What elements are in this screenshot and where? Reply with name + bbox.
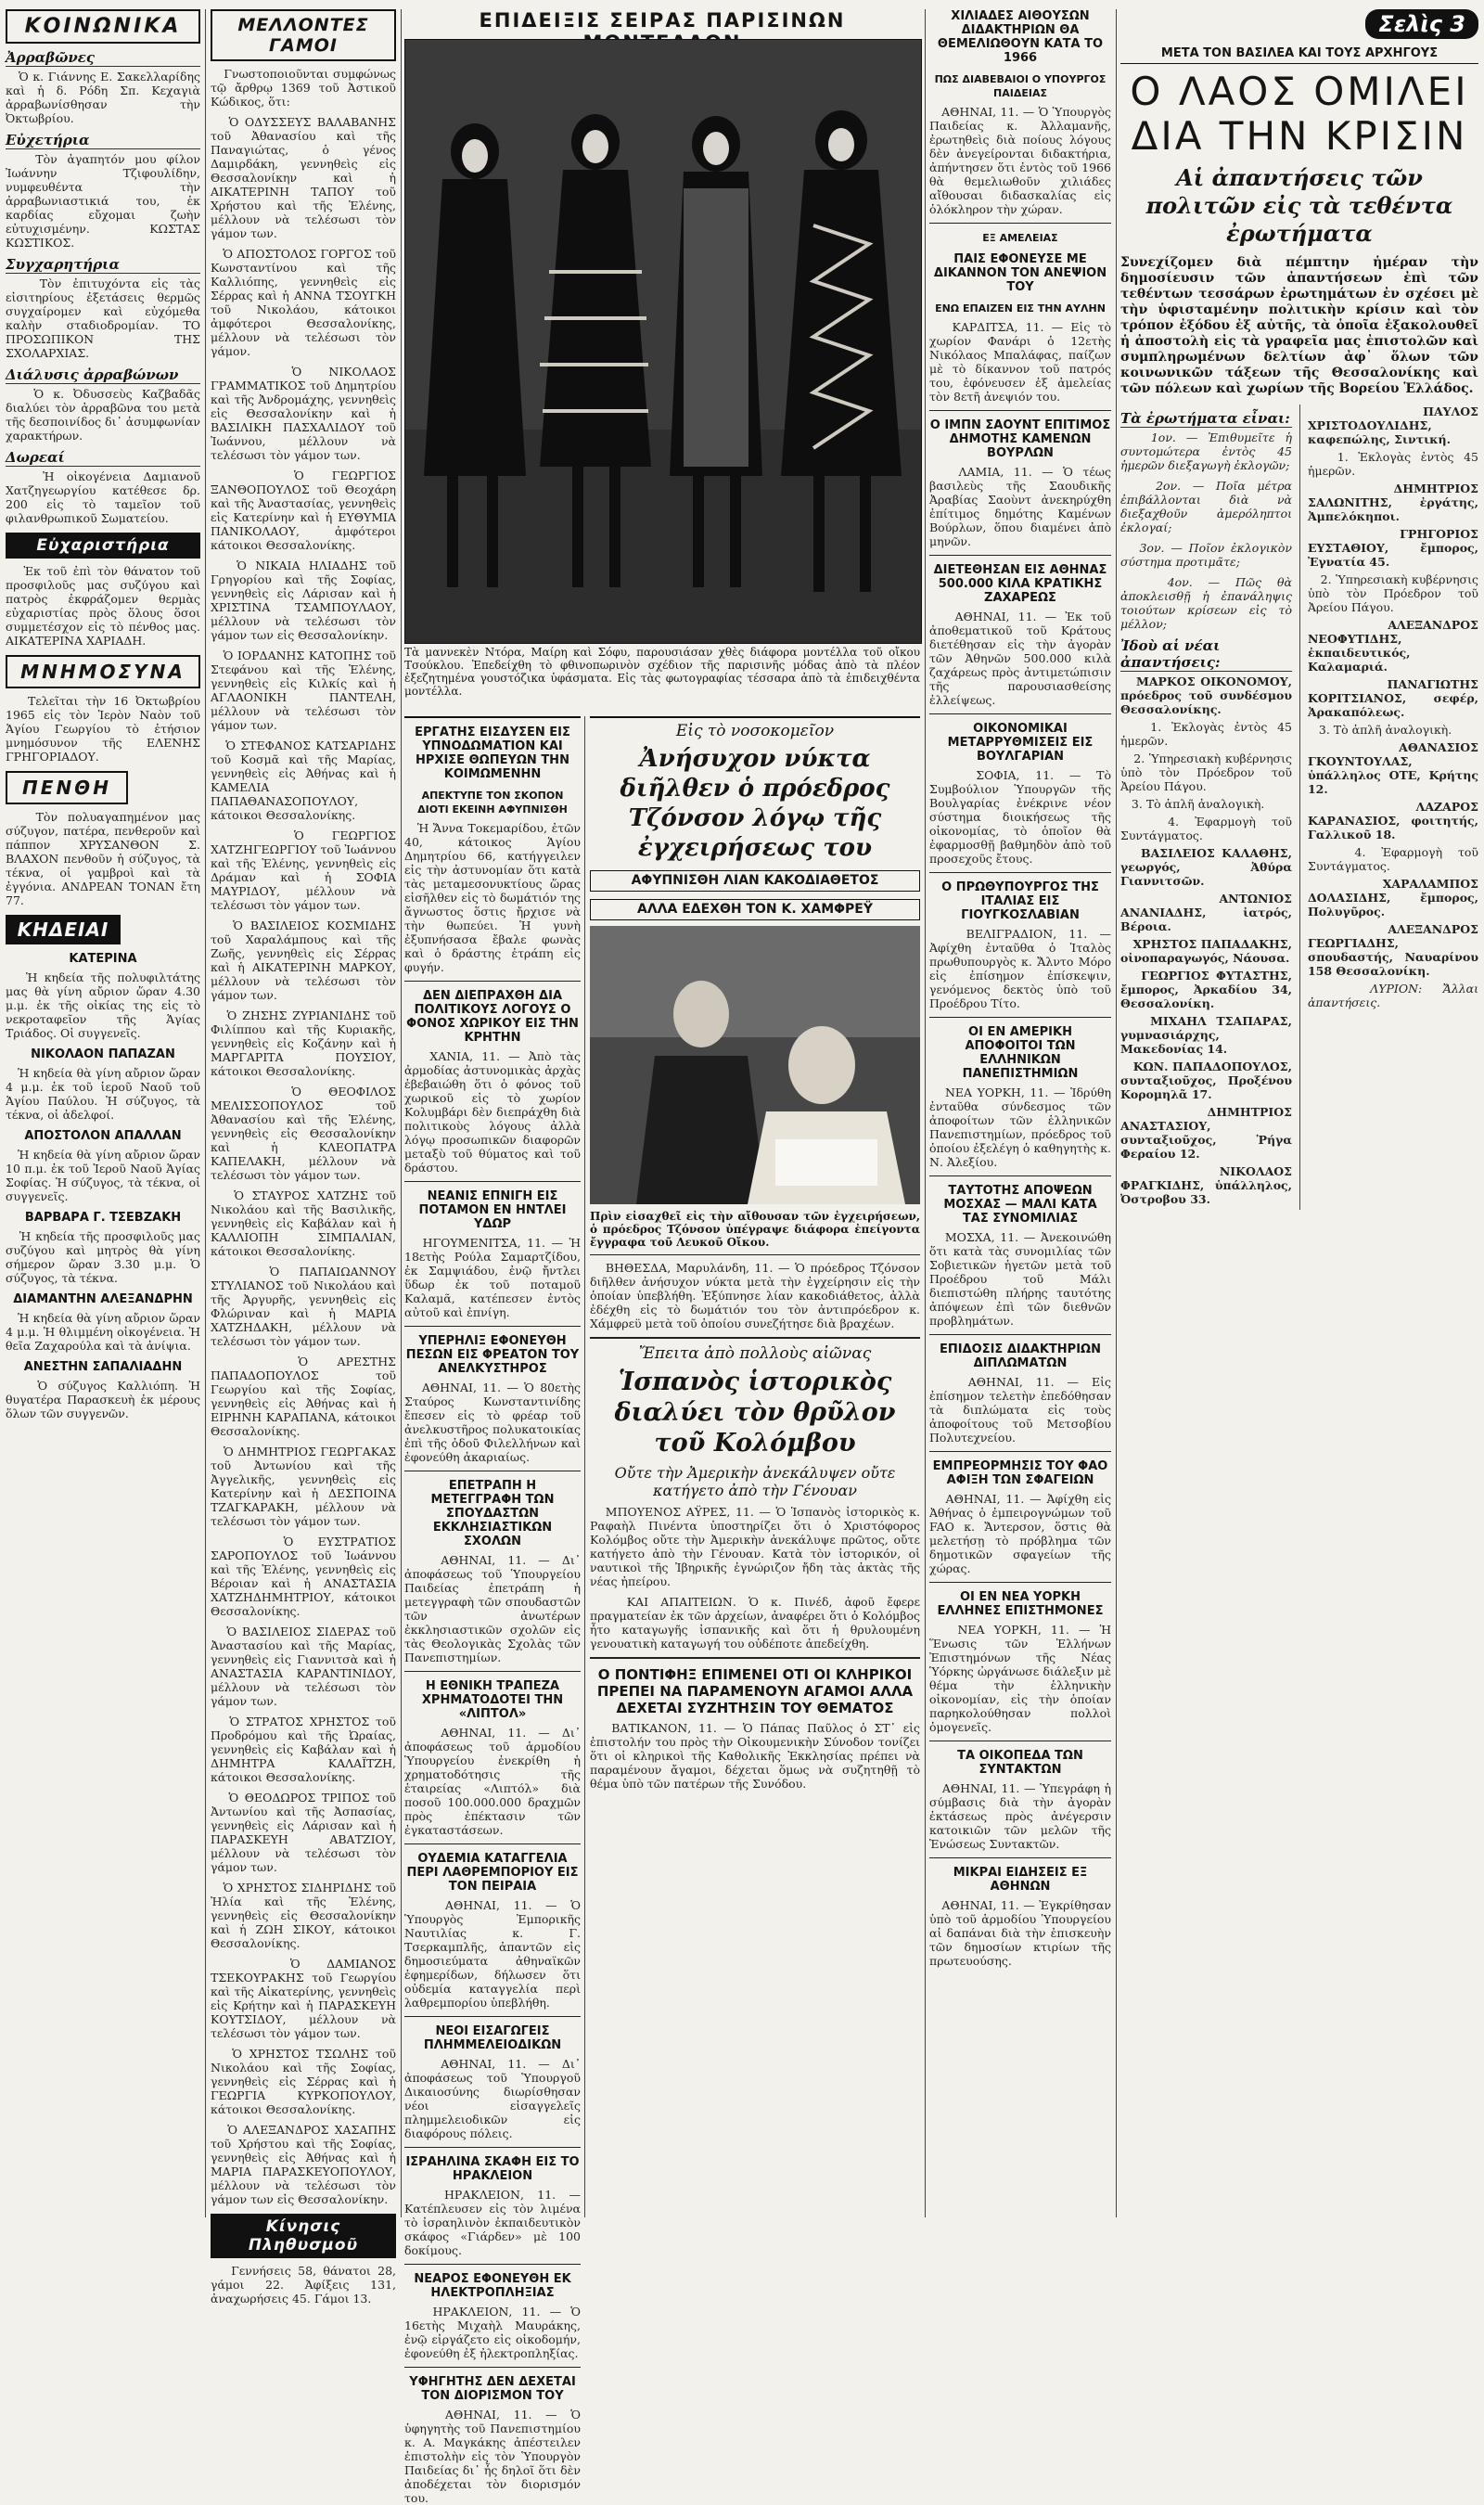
respondent-name: ΠΑΝΑΓΙΩΤΗΣ ΚΟΡΙΤΣΙΑΝΟΣ, σεφέρ, Ἀρακαπόλεως.	[1307, 677, 1478, 719]
divider	[929, 410, 1111, 411]
respondent-name: ΑΘΑΝΑΣΙΟΣ ΓΚΟΥΝΤΟΥΛΑΣ, ὑπάλληλος ΟΤΕ, Κρήτης 12.	[1307, 740, 1478, 796]
questions-heading: Τὰ ἐρωτήματα εἶναι:	[1120, 410, 1292, 428]
question: 3ον. — Ποῖον ἐκλογικὸν σύστημα προτιμᾶτε;	[1120, 541, 1292, 569]
divider	[404, 2016, 581, 2017]
fashion-caption: Τὰ μαννεκὲν Ντόρα, Μαίρη καὶ Σόφυ, παρουσιάσαν χθὲς διάφορα μοντέλλα τοῦ οἴκου Τσούκλου. Ἐπεδείχθη τὸ φθινοπωρινὸν σχέδιον τῆς παρισινῆς μόδας ἀπὸ τὰ πλέον ἐξεζητημένα γουστόζικα ὑφάσματα. Εἰς τὰς φωτογραφίας τέσσαρα ἀπὸ τὰ ἐπιδειχθέντα μοντέλλα.	[404, 646, 920, 698]
page-number-badge: Σελὶς 3	[1365, 9, 1478, 39]
fashion-photo	[404, 39, 922, 644]
answer-line: 1. Ἐκλογὰς ἐντὸς 45 ἡμερῶν.	[1307, 450, 1478, 478]
plots-headline: ΤΑ ΟΙΚΟΠΕΔΑ ΤΩΝ ΣΥΝΤΑΚΤΩΝ	[957, 1749, 1083, 1777]
johnson-text: ΒΗΘΕΣΔΑ, Μαρυλάνδη, 11. — Ὁ πρόεδρος Τζόνσον διῆλθεν ἀνήσυχον νύκτα μετὰ τὴν ἐγχείρησιν εἰς τὴν ὁποίαν ὑπεβλήθη. Ἐξύπνησε λίαν κακοδιάθετος, ἀλλὰ ἐδέχθη εἰς τὸ δωμάτιόν του τὸν ἀντιπρόεδρον κ. Χάμφρεϋ μετὰ τοῦ ὁποίου συνεζήτησε διὰ βραχέων.	[590, 1261, 920, 1330]
divider	[929, 1334, 1111, 1335]
johnson-caption: Πρὶν εἰσαχθεῖ εἰς τὴν αἴθουσαν τῶν ἐγχειρήσεων, ὁ πρόεδρος Τζόνσον ὑπέγραψε διάφορα ἐπείγοντα ἔγγραφα τοῦ Λευκοῦ Οἴκου.	[590, 1210, 920, 1249]
divider	[929, 713, 1111, 714]
sugar-headline: ΔΙΕΤΕΘΗΣΑΝ ΕΙΣ ΑΘΗΝΑΣ 500.000 ΚΙΛΑ ΚΡΑΤΙΚΗΣ ΖΑΧΑΡΕΩΣ	[933, 563, 1107, 605]
funeral3-text: Ἡ κηδεία θὰ γίνη αὔριον ὥραν 10 π.μ. ἐκ τοῦ Ἱεροῦ Ναοῦ Ἁγίας Σοφίας. Ἡ σύζυγος, τὰ τέκνα, οἱ συγγενεῖς.	[6, 1148, 200, 1203]
respondent-name: ΒΑΣΙΛΕΙΟΣ ΚΑΛΑΘΗΣ, γεωργός, Ἀθύρα Γιαννιτσῶν.	[1120, 846, 1292, 888]
bulgaria-text: ΣΟΦΙΑ, 11. — Τὸ Συμβούλιον Ὑπουργῶν τῆς Βουλγαρίας ἐνέκρινε νέον σύστημα διοικήσεως τῆς οἰκονομίας, τὸ ὁποῖον θὰ ἐφαρμοσθῇ βαθμηδὸν ἀπὸ τοῦ προσεχοῦς ἔτους.	[929, 768, 1112, 866]
divider	[929, 1175, 1111, 1176]
wedding-item: Ὁ ΒΑΣΙΛΕΙΟΣ ΚΟΣΜΙΔΗΣ τοῦ Χαραλάμπους καὶ τῆς Ζωῆς, γεννηθεὶς εἰς Σέρρας καὶ ἡ ΑΙΚΑΤΕΡΙΝΗ ΜΑΡΚΟΥ, μέλλουν νὰ τελέσωσι τὸν γάμον των.	[211, 918, 397, 1002]
diplomas-text: ΑΘΗΝΑΙ, 11. — Εἰς ἐπίσημον τελετὴν ἐπεδόθησαν τὰ διπλώματα εἰς τοὺς ἀποφοίτους τοῦ Μετσοβίου Πολυτεχνείου.	[929, 1375, 1111, 1445]
johnson-title: Ἀνήσυχον νύκτα διῆλθεν ὁ πρόεδρος Τζόνσον λόγῳ τῆς ἐγχειρήσεως του	[620, 745, 890, 862]
column-divider	[401, 9, 402, 2217]
mourning-text: Τὸν πολυαγαπημένον μας σύζυγον, πατέρα, πενθεροῦν καὶ πάππον ΧΡΥΣΑΝΘΟΝ Σ. ΒΛΑΧΟΝ πενθοῦν ἡ σύζυγος, τὰ τέκνα, οἱ γαμβροὶ καὶ τὰ ἐγγόνια. ΑΝΔΡΕΑΝ ΤΟΝΑΝ ἔτη 77.	[6, 810, 200, 907]
thanks-text: Ἐκ τοῦ ἐπὶ τὸν θάνατον τοῦ προσφιλοῦς μας συζύγου καὶ πατρὸς ἐκφράζομεν θερμὰς εὐχαριστίας πρὸς ὅλους ὅσοι συμμετέσχον εἰς τὸ πένθος μας. ΑΙΚΑΤΕΡΙΝΑ ΧΑΡΙΑΔΗ.	[6, 564, 200, 648]
smuggling-headline: ΟΥΔΕΜΙΑ ΚΑΤΑΓΓΕΛΙΑ ΠΕΡΙ ΛΑΘΡΕΜΠΟΡΙΟΥ ΕΙΣ ΤΟΝ ΠΕΙΡΑΙΑ	[406, 1852, 579, 1894]
interview-title: Ο ΛΑΟΣ ΟΜΙΛΕΙ ΔΙΑ ΤΗΝ ΚΡΙΣΙΝ	[1130, 69, 1469, 159]
wedding-item: Ὁ ΔΑΜΙΑΝΟΣ ΤΣΕΚΟΥΡΑΚΗΣ τοῦ Γεωργίου καὶ τῆς Αἰκατερίνης, γεννηθεὶς εἰς Κρήτην καὶ ἡ ΠΑΡΑΣΚΕΥΗ ΚΟΥΤΣΙΔΟΥ, μέλλουν νὰ τελέσωσι τὸν γάμον των.	[211, 1957, 396, 2040]
columbus-label: Ἔπειτα ἀπὸ πολλοὺς αἰῶνας	[638, 1344, 872, 1363]
graduates-text: ΝΕΑ ΥΟΡΚΗ, 11. — Ἱδρύθη ἐνταῦθα σύνδεσμος τῶν ἀποφοίτων τῶν ἑλληνικῶν Πανεπιστημίων, πρόεδρος τοῦ ὁποίου ἐξελέγη ὁ καθηγητὴς κ. Ν. Ἀλεξίου.	[929, 1086, 1111, 1169]
respondent-name: ΜΙΧΑΗΛ ΤΣΑΠΑΡΑΣ, γυμνασιάρχης, Μακεδονίας 14.	[1120, 1014, 1292, 1056]
hospital-label: Εἰς τὸ νοσοκομεῖον	[675, 722, 835, 740]
wedding-item: Ὁ ΓΕΩΡΓΙΟΣ ΧΑΤΖΗΓΕΩΡΓΙΟΥ τοῦ Ἰωάννου καὶ τῆς Ἑλένης, γεννηθεὶς εἰς Δράμαν καὶ ἡ ΣΟΦΙΑ ΜΑΥΡΙΔΟΥ, μέλλουν νὰ τελέσωσι τὸν γάμον των.	[211, 829, 397, 912]
weddings-header: ΜΕΛΛΟΝΤΕΣ ΓΑΜΟΙ	[211, 9, 396, 61]
students-headline: ΕΠΕΤΡΑΠΗ Η ΜΕΤΕΓΓΡΑΦΗ ΤΩΝ ΣΠΟΥΔΑΣΤΩΝ ΕΚΚΛΗΣΙΑΣΤΙΚΩΝ ΣΧΟΛΩΝ	[430, 1479, 555, 1548]
wedding-item: Ὁ ΑΠΟΣΤΟΛΟΣ ΓΟΡΓΟΣ τοῦ Κωνσταντίνου καὶ τῆς Καλλιόπης, γεννηθεὶς εἰς Σέρρας καὶ ἡ ΑΝΝΑ ΤΣΟΥΓΚΗ τοῦ Νικολάου, κάτοικοι ἀμφότεροι Θεσσαλονίκης, μέλλουν νὰ τελέσωσι τὸν γάμον.	[211, 247, 396, 358]
divider	[929, 1582, 1111, 1583]
interview-intro: Συνεχίζομεν διὰ πέμπτην ἡμέραν τὴν δημοσίευσιν τῶν ἀπαντήσεων ἐπὶ τῶν τεθέντων τεσσάρων ἐρωτημάτων ἐν σχέσει μὲ τὴν ὑφισταμένην πολιτικὴν κρίσιν καὶ τὸν τρόπον ἐξόδου ἐξ αὐτῆς, τὰ ὁποῖα ἐξακολουθεῖ ἡ ἀποστολὴ εἰς τὰ γραφεῖα μας ἐπιστολῶν καὶ συμπληρωμένων δελτίων ἀφ᾽ ὅλων τῶν κοινωνικῶν τάξεων τῆς Θεσσαλονίκης καὶ τῶν πόλεων καὶ χωρίων τῆς Βορείου Ἑλλάδος.	[1120, 255, 1478, 396]
students-text: ΑΘΗΝΑΙ, 11. — Δι᾽ ἀποφάσεως τοῦ Ὑπουργείου Παιδείας ἐπετράπη ἡ μετεγγραφὴ τῶν σπουδαστῶν τῶν ἀνωτέρων ἐκκλησιαστικῶν σχολῶν εἰς τὰς Θεολογικὰς Σχολὰς τῶν Πανεπιστημίων.	[404, 1553, 582, 1664]
respondent-name: ΔΗΜΗΤΡΙΟΣ ΑΝΑΣΤΑΣΙΟΥ, συνταξιοῦχος, Ῥήγα Φεραίου 12.	[1120, 1105, 1292, 1161]
wedding-item: Ὁ ΠΑΠΑΙΩΑΝΝΟΥ ΣΤΥΛΙΑΝΟΣ τοῦ Νικολάου καὶ τῆς Ἀργυρῆς, γεννηθεὶς εἰς Φλώριναν καὶ ἡ ΜΑΡΙΑ ΧΑΤΖΗΔΑΚΗ, μέλλουν νὰ τελέσωσι τὸν γάμον των.	[211, 1265, 397, 1348]
column-divider	[205, 9, 206, 2217]
congrats-text: Τὸν ἐπιτυχόντα εἰς τὰς εἰσιτηρίους ἐξετάσεις θερμῶς συγχαίρομεν καὶ εὐχόμεθα καλὴν σταδιοδρομίαν. ΤΟ ΠΡΟΣΩΠΙΚΟΝ ΤΗΣ ΣΧΟΛΑΡΧΙΑΣ.	[6, 276, 200, 360]
moscow-headline: ΤΑΥΤΟΤΗΣ ΑΠΟΨΕΩΝ ΜΟΣΧΑΣ — ΜΑΛΙ ΚΑΤΑ ΤΑΣ ΣΥΝΟΜΙΛΙΑΣ	[943, 1184, 1097, 1226]
engagement-text: Ὁ κ. Γιάννης Ε. Σακελλαρίδης καὶ ἡ δ. Ρόδη Σπ. Κεχαγιὰ ἀρραβωνίσθησαν τὴν Ὀκτωβρίου.	[6, 70, 200, 125]
divider	[404, 1671, 581, 1672]
wedding-item: Ὁ ΑΡΕΣΤΗΣ ΠΑΠΑΔΟΠΟΥΛΟΣ τοῦ Γεωργίου καὶ τῆς Σοφίας, γεννηθεὶς εἰς Ἀθήνας καὶ ἡ ΕΙΡΗΝΗ ΚΑΡΑΠΑΝΑ, κάτοικοι Θεσσαλονίκης.	[211, 1355, 396, 1438]
divider	[929, 223, 1111, 224]
funeral4-text: Ἡ κηδεία τῆς προσφιλοῦς μας συζύγου καὶ μητρὸς θὰ γίνη σήμερον ὥραν 3.30 μ.μ. Ὁ σύζυγος, τὰ τέκνα.	[6, 1229, 200, 1285]
funeral3-name: ΑΠΟΣΤΟΛΟΝ ΑΠΑΛΛΑΝ	[24, 1129, 182, 1143]
wedding-item: Ὁ ΓΕΩΡΓΙΟΣ ΞΑΝΘΟΠΟΥΛΟΣ τοῦ Θεοχάρη καὶ τῆς Ἀναστασίας, γεννηθεὶς εἰς Κατερίνην καὶ ἡ ΕΥΘΥΜΙΑ ΠΑΝΙΚΟΛΑΟΥ, ἀμφότεροι κάτοικοι Θεσσαλονίκης.	[211, 469, 397, 552]
funeral6-name: ΑΝΕΣΤΗΝ ΣΑΠΑΛΙΑΔΗΝ	[23, 1360, 183, 1374]
question: 1ον. — Ἐπιθυμεῖτε ἡ συντομώτερα ἐντὸς 45 ἡμερῶν διεξαγωγὴ ἐκλογῶν;	[1120, 430, 1292, 472]
moscow-text: ΜΟΣΧΑ, 11. — Ἀνεκοινώθη ὅτι κατὰ τὰς συνομιλίας τῶν Σοβιετικῶν ἡγετῶν μετὰ τοῦ Προέδρου τοῦ Μάλι διεπιστώθη πλήρης ταυτότης ἀπόψεων ἐπὶ τῶν διεθνῶν προβλημάτων.	[929, 1230, 1111, 1328]
population-header: Κίνησις Πληθυσμοῦ	[211, 2214, 396, 2258]
elevator-text: ΑΘΗΝΑΙ, 11. — Ὁ 80ετὴς Σταύρος Κωνσταντινίδης ἔπεσεν εἰς τὸ φρέαρ τοῦ ἀνελκυστῆρος πολυκατοικίας ἐπὶ τῆς ὁδοῦ Φιλελλήνων καὶ ἐφονεύθη ἀκαριαίως.	[404, 1381, 581, 1464]
divider	[404, 2367, 581, 2368]
drown-text: ΗΓΟΥΜΕΝΙΤΣΑ, 11. — Ἡ 18ετὴς Ρούλα Σαμαρτζίδου, ἐκ Σαμψιάδου, ἐνῷ ἤντλει ὕδωρ ἐκ τοῦ ποταμοῦ Καλαμᾶ, κατέπεσεν ἐντὸς αὐτοῦ καὶ ἐπνίγη.	[404, 1236, 581, 1319]
wishes-text: Τὸν ἀγαπητόν μου φίλον Ἰωάννην Τζιφουλίδην, νυμφευθέντα τὴν ἀρραβωνιαστικιά του, ἐκ καρδίας εὔχομαι ζωὴν εὐτυχισμένην. ΚΩΣΤΑΣ ΚΩΣΤΙΚΟΣ.	[6, 152, 200, 250]
questions-column	[1120, 405, 1292, 1210]
johnson-sub1: ΑΦΥΠΝΙΣΘΗ ΛΙΑΝ ΚΑΚΟΔΙΑΘΕΤΟΣ	[590, 870, 920, 892]
sugar-text: ΑΘΗΝΑΙ, 11. — Ἐκ τοῦ ἀποθεματικοῦ τοῦ Κράτους διετέθησαν εἰς τὴν ἀγορὰν τῶν Ἀθηνῶν 500.000 κιλὰ ζαχάρεως πρὸς ἀντιμετώπισιν τῆς παρουσιασθείσης ἐλλείψεως.	[929, 610, 1111, 707]
funeral2-name: ΝΙΚΟΛΑΟΝ ΠΑΠΑΖΑΝ	[31, 1047, 175, 1061]
engagement-heading: Ἀρραβῶνες	[6, 49, 200, 67]
scientists-text: ΝΕΑ ΥΟΡΚΗ, 11. — Ἡ Ἕνωσις τῶν Ἑλλήνων Ἐπιστημόνων τῆς Νέας Ὑόρκης ὠργάνωσε διάλεξιν μὲ θέμα τὴν ἑλληνικὴν οἰκονομίαν, εἰς τὴν ὁποίαν παρηκολούθησαν πολλοὶ ὁμογενεῖς.	[929, 1623, 1112, 1734]
respondent-block	[1120, 674, 1292, 1206]
johnson-photo	[590, 926, 920, 1204]
workers-text: Ἡ Ἄννα Τοκεμαρίδου, ἐτῶν 40, κάτοικος Ἁγίου Δημητρίου 66, κατήγγειλεν εἰς τὴν ἀστυνομίαν ὅτι κατὰ τὰς μεταμεσονυκτίους ὥρας εἰσῆλθεν εἰς τὸ δωμάτιόν της ἄγνωστος ὅστις ἤρχισε νὰ τὴν θωπεύει. Ἡ γυνὴ ἐξυπνήσασα ἔβαλε φωνὰς καὶ ὁ δράστης ἐτράπη εἰς φυγήν.	[404, 821, 581, 974]
interview-section	[1120, 9, 1478, 2227]
classrooms-headline: ΧΙΛΙΑΔΕΣ ΑΙΘΟΥΣΩΝ ΔΙΔΑΚΤΗΡΙΩΝ ΘΑ ΘΕΜΕΛΙΩΘΟΥΝ ΚΑΤΑ ΤΟ 1966	[937, 9, 1104, 65]
funerals-header: ΚΗΔΕΙΑΙ	[6, 915, 121, 944]
graduates-headline: ΟΙ ΕΝ ΑΜΕΡΙΚΗ ΑΠΟΦΟΙΤΟΙ ΤΩΝ ΕΛΛΗΝΙΚΩΝ ΠΑΝΕΠΙΣΤΗΜΙΩΝ	[962, 1025, 1079, 1081]
divider	[590, 1657, 920, 1659]
answer-line: 4. Ἐφαρμογὴ τοῦ Συντάγματος.	[1307, 845, 1479, 873]
wedding-item: Ὁ ΧΡΗΣΤΟΣ ΣΙΔΗΡΙΔΗΣ τοῦ Ἠλία καὶ τῆς Ἑλένης, γεννηθεὶς εἰς Θεσσαλονίκην καὶ ἡ ΖΩΗ ΣΙΚΟΥ, κάτοικοι Θεσσαλονίκης.	[211, 1881, 396, 1950]
fashion-models-illustration	[405, 40, 921, 643]
lecturer-headline: ΥΦΗΓΗΤΗΣ ΔΕΝ ΔΕΧΕΤΑΙ ΤΟΝ ΔΙΟΡΙΣΜΟΝ ΤΟΥ	[409, 2375, 576, 2403]
fashion-title: ΕΠΙΔΕΙΞΙΣ ΣΕΙΡΑΣ ΠΑΡΙΣΙΝΩΝ	[404, 9, 920, 58]
thanks-header: Εὐχαριστήρια	[6, 533, 200, 559]
weddings-column	[211, 9, 397, 2306]
respondent-name: ΓΡΗΓΟΡΙΟΣ ΕΥΣΤΑΘΙΟΥ, ἔμπορος, Ἐγνατία 45.	[1307, 527, 1478, 569]
memorial-text: Τελεῖται τὴν 16 Ὀκτωβρίου 1965 εἰς τὸν Ἱερὸν Ναὸν τοῦ Ἁγίου Γεωργίου τὸ ἐτήσιον μνημόσυνον τῆς ΕΛΕΝΗΣ ΓΡΗΓΟΡΙΑΔΟΥ.	[6, 694, 201, 764]
wedding-item: Ὁ ΧΡΗΣΤΟΣ ΤΣΩΛΗΣ τοῦ Νικολάου καὶ τῆς Σοφίας, γεννηθεὶς εἰς Σέρρας καὶ ἡ ΓΕΩΡΓΙΑ ΚΥΡΚΟΠΟΥΛΟΥ, κάτοικοι Θεσσαλονίκης.	[211, 2047, 396, 2116]
funeral1-text: Ἡ κηδεία τῆς πολυφιλτάτης μας θὰ γίνη αὔριον ὥραν 4.30 μ.μ. ἐκ τῆς οἰκίας της εἰς τὸ νεκροταφεῖον τῆς Ἁγίας Τριάδος. Οἱ συγγενεῖς.	[6, 970, 200, 1040]
prosecutors-headline: ΝΕΟΙ ΕΙΣΑΓΩΓΕΙΣ ΠΛΗΜΜΕΛΕΙΟΔΙΚΩΝ	[423, 2024, 562, 2052]
respondent-name: ΧΡΗΣΤΟΣ ΠΑΠΑΔΑΚΗΣ, οἰνοπαραγωγός, Νάουσα.	[1120, 937, 1292, 965]
brief-news-text: ΑΘΗΝΑΙ, 11. — Ἐγκρίθησαν ὑπὸ τοῦ ἁρμοδίου Ὑπουργείου αἱ δαπάναι διὰ τὴν ἐπισκευὴν τῶν δημοσίων κτιρίων τῆς πρωτευούσης.	[929, 1898, 1111, 1968]
electric-text: ΗΡΑΚΛΕΙΟΝ, 11. — Ὁ 16ετὴς Μιχαὴλ Μαυράκης, ἐνῷ εἰργάζετο εἰς οἰκοδομήν, ἐφονεύθη ἐξ ἠλεκτροπληξίας.	[404, 2305, 582, 2360]
respondent-name: ΓΕΩΡΓΙΟΣ ΦΥΤΑΣΤΗΣ, ἔμπορος, Ἀρκαδίου 34, Θεσσαλονίκη.	[1120, 969, 1292, 1010]
answers-heading: Ἰδοὺ αἱ νέαι ἀπαντήσεις:	[1120, 637, 1292, 672]
negligence-label: ΕΞ ΑΜΕΛΕΙΑΣ	[982, 232, 1058, 244]
columbus-text-2: ΚΑΙ ΑΠΑΙΤΕΙΩΝ. Ὁ κ. Πινέδ, ἀφοῦ ἔφερε πραγματείαν ἐκ τῶν ἀρχείων, ἀναφέρει ὅτι ὁ Κολόμβος ἦτο καταγωγῆς ἰσπανικῆς καὶ ὅτι ἡ θρυλουμένη γενουατικὴ καταγωγή του οὐδέποτε ἀπεδείχθη.	[590, 1595, 920, 1651]
plots-text: ΑΘΗΝΑΙ, 11. — Ὑπεγράφη ἡ σύμβασις διὰ τὴν ἀγορὰν ἐκτάσεως πρὸς ἀνέγερσιν κατοικιῶν τῶν μελῶν τῆς Ἑνώσεως Συντακτῶν.	[929, 1781, 1112, 1851]
breakup-heading: Διάλυσις ἀρραβώνων	[6, 366, 200, 384]
workers-subheadline: ΑΠΕΚΤΥΠΕ ΤΟΝ ΣΚΟΠΟΝ ΔΙΟΤΙ ΕΚΕΙΝΗ ΑΦΥΠΝΙΣΘΗ	[417, 790, 568, 816]
interview-divider	[1299, 405, 1300, 1210]
respondent-name: ΝΙΚΟΛΑΟΣ ΦΡΑΓΚΙΔΗΣ, ὑπάλληλος, Ὀστροβου 33.	[1120, 1164, 1292, 1206]
wishes-heading: Εὐχετήρια	[6, 132, 200, 149]
johnson-sub2: ΑΛΛΑ ΕΔΕΧΘΗ ΤΟΝ Κ. ΧΑΜΦΡΕΫ	[590, 899, 920, 920]
funeral6-text: Ὁ σύζυγος Καλλιόπη. Ἡ θυγατέρα Παρασκευὴ ἐκ μέρους ὅλων τῶν συγγενῶν.	[6, 1379, 200, 1420]
wedding-item: Ὁ ΘΕΟΦΙΛΟΣ ΜΕΛΙΣΣΟΠΟΥΛΟΣ τοῦ Ἀθανασίου καὶ τῆς Ἑλένης, γεννηθεὶς εἰς Θεσσαλονίκην καὶ ἡ ΚΛΕΟΠΑΤΡΑ ΚΑΠΕΛΑΚΗ, μέλλουν νὰ τελέσωσι τὸν γάμον των.	[211, 1085, 396, 1182]
wedding-item: Ὁ ΙΟΡΔΑΝΗΣ ΚΑΤΟΠΗΣ τοῦ Στεφάνου καὶ τῆς Ἑλένης, γεννηθεὶς εἰς Κιλκίς καὶ ἡ ΑΓΛΑΟΝΙΚΗ ΠΑΝΤΕΛΗ, μέλλουν νὰ τελέσωσι τὸν γάμον των.	[211, 649, 397, 732]
fao-text: ΑΘΗΝΑΙ, 11. — Ἀφίχθη εἰς Ἀθήνας ὁ ἐμπειρογνώμων τοῦ FAO κ. Ἄντερσον, ὅστις θὰ μελετήσῃ τὸ πρόβλημα τῶν δημοτικῶν σφαγείων τῆς χώρας.	[929, 1492, 1112, 1575]
funeral1-name: ΚΑΤΕΡΙΝΑ	[69, 952, 137, 966]
weddings-intro: Γνωστοποιοῦνται συμφώνως τῷ ἄρθρῳ 1369 τοῦ Ἀστικοῦ Κώδικος, ὅτι:	[211, 67, 397, 109]
smuggling-text: ΑΘΗΝΑΙ, 11. — Ὁ Ὑπουργὸς Ἐμπορικῆς Ναυτιλίας κ. Γ. Τσερκαμπλῆς, ἀπαντῶν εἰς δημοσιεύματα ἀθηναϊκῶν ἐφημερίδων, δήλωσεν ὅτι οὐδεμία καταγγελία περὶ λαθρεμπορίου ὑπεβλήθη.	[404, 1898, 582, 2010]
crime-text: ΧΑΝΙΑ, 11. — Ἀπὸ τὰς ἀρμοδίας ἀστυνομικὰς ἀρχὰς ἐβεβαιώθη ὅτι ὁ φόνος τοῦ χωρικοῦ εἰς τὸ χωρίον Κολυμβάρι δὲν διεπράχθη διὰ πολιτικοὺς λόγους ἀλλὰ λόγῳ προσωπικῶν διαφορῶν μεταξὺ τοῦ θύματος καὶ τοῦ δράστου.	[404, 1049, 581, 1175]
answer-line: 2. Ὑπηρεσιακὴ κυβέρνησις ὑπὸ τὸν Πρόεδρον τοῦ Ἀρείου Πάγου.	[1307, 572, 1478, 614]
respondent-name: ΜΑΡΚΟΣ ΟΙΚΟΝΟΜΟΥ, πρόεδρος τοῦ συνδέσμου Θεσσαλονίκης.	[1120, 674, 1292, 716]
divider	[929, 1451, 1111, 1452]
answer-line: 1. Ἐκλογὰς ἐντὸς 45 ἡμερῶν.	[1120, 720, 1293, 748]
pope-text: ΒΑΤΙΚΑΝΟΝ, 11. — Ὁ Πάπας Παῦλος ὁ ΣΤ᾽ εἰς ἐπιστολήν του πρὸς τὴν Οἰκουμενικὴν Σύνοδον τονίζει ὅτι οἱ κληρικοὶ τῆς Καθολικῆς Ἐκκλησίας πρέπει νὰ παραμένουν ἄγαμοι, δέχεται ὅμως νὰ συζητηθῇ τὸ θέμα ὑπὸ τῶν πατέρων τῆς Συνόδου.	[590, 1721, 921, 1791]
divider	[929, 1857, 1111, 1858]
lecturer-text: ΑΘΗΝΑΙ, 11. — Ὁ ὑφηγητὴς τοῦ Πανεπιστημίου κ. Α. Μαγκάκης ἀπέστειλεν ἐπιστολὴν εἰς τὸν Ὑπουργὸν Παιδείας δι᾽ ἧς δηλοῖ ὅτι δὲν ἀποδέχεται τὸν διορισμόν του.	[404, 2408, 582, 2505]
wedding-item: Ὁ ΣΤΑΥΡΟΣ ΧΑΤΖΗΣ τοῦ Νικολάου καὶ τῆς Βασιλικῆς, γεννηθεὶς εἰς Καβάλαν καὶ ἡ ΚΑΛΛΙΟΠΗ ΣΙΜΠΑΛΙΑΝ, κάτοικοι Θεσσαλονίκης.	[211, 1188, 397, 1258]
shotgun-subheadline: ΕΝΩ ΕΠΑΙΖΕΝ ΕΙΣ ΤΗΝ ΑΥΛΗΝ	[935, 302, 1106, 315]
interview-footer: ΛΥΡΙΟΝ: Ἄλλαι ἀπαντήσεις.	[1307, 982, 1479, 1009]
divider	[404, 2147, 581, 2148]
boat-text: ΗΡΑΚΛΕΙΟΝ, 11. — Κατέπλευσεν εἰς τὸν λιμένα τὸ ἰσραηλινὸν ἐκπαιδευτικὸν σκάφος «Γιάρδεν» μὲ 100 δοκίμους.	[404, 2188, 581, 2257]
shotgun-text: ΚΑΡΔΙΤΣΑ, 11. — Εἰς τὸ χωρίον Φανάρι ὁ 12ετὴς Νικόλαος Μπαλάφας, παίζων μὲ τὸ δίκαννον τοῦ πατρός του, ἐφόνευσεν ἐξ ἀμελείας τὸν 8ετῆ ἀνεψιόν του.	[929, 320, 1111, 404]
boat-headline: ΙΣΡΑΗΛΙΝΑ ΣΚΑΦΗ ΕΙΣ ΤΟ ΗΡΑΚΛΕΙΟΝ	[405, 2155, 580, 2183]
brief-news-headline: ΜΙΚΡΑΙ ΕΙΔΗΣΕΙΣ ΕΞ ΑΘΗΝΩΝ	[953, 1866, 1088, 1894]
wedding-item: Ὁ ΖΗΣΗΣ ΖΥΡΙΑΝΙΔΗΣ τοῦ Φιλίππου καὶ τῆς Κυριακῆς, γεννηθεὶς εἰς Κοζάνην καὶ ἡ ΜΑΡΓΑΡΙΤΑ ΠΟΥΣΙΟΥ, κάτοικοι Θεσσαλονίκης.	[211, 1008, 396, 1078]
shotgun-headline: ΠΑΙΣ ΕΦΟΝΕΥΣΕ ΜΕ ΔΙΚΑΝΝΟΝ ΤΟΝ ΑΝΕΨΙΟΝ ΤΟΥ	[933, 252, 1107, 294]
divider	[929, 872, 1111, 873]
divider	[929, 1017, 1111, 1018]
respondent-name: ΔΗΜΗΤΡΙΟΣ ΣΑΛΩΝΙΤΗΣ, ἐργάτης, Ἀμπελόκηποι.	[1307, 482, 1478, 523]
mourning-header: ΠΕΝΘΗ	[6, 771, 128, 804]
respondents-column	[1308, 405, 1478, 1210]
wedding-item: Ὁ ΣΤΕΦΑΝΟΣ ΚΑΤΣΑΡΙΔΗΣ τοῦ Κοσμᾶ καὶ τῆς Μαρίας, γεννηθεὶς εἰς Ἀθήνας καὶ ἡ ΚΑΜΕΛΙΑ ΠΑΠΑΘΑΝΑΣΟΠΟΥΛΟΥ, κάτοικοι Θεσσαλονίκης.	[211, 739, 396, 822]
bulgaria-headline: ΟΙΚΟΝΟΜΙΚΑΙ ΜΕΤΑΡΡΥΘΜΙΣΕΙΣ ΕΙΣ ΒΟΥΛΓΑΡΙΑΝ	[947, 722, 1094, 764]
column-divider	[925, 9, 926, 2217]
population-text: Γεννήσεις 58, θάνατοι 28, γάμοι 22. Ἀφίξεις 131, ἀναχωρήσεις 45. Γάμοι 13.	[211, 2264, 396, 2306]
respondent-name: ΑΝΤΩΝΙΟΣ ΑΝΑΝΙΑΔΗΣ, ἰατρός, Βέροια.	[1120, 892, 1292, 933]
answer-line: 2. Ὑπηρεσιακὴ κυβέρνησις ὑπὸ τὸν Πρόεδρον τοῦ Ἀρείου Πάγου.	[1120, 752, 1292, 793]
prosecutors-text: ΑΘΗΝΑΙ, 11. — Δι᾽ ἀποφάσεως τοῦ Ὑπουργοῦ Δικαιοσύνης διωρίσθησαν νέοι εἰσαγγελεῖς πλημμελειοδικῶν εἰς διαφόρους πόλεις.	[404, 2057, 582, 2140]
wedding-item: Ὁ ΘΕΟΔΩΡΟΣ ΤΡΙΠΟΣ τοῦ Ἀντωνίου καὶ τῆς Ἀσπασίας, γεννηθεὶς εἰς Λάρισαν καὶ ἡ ΠΑΡΑΣΚΕΥΗ ΑΒΑΤΖΙΟΥ, μέλλουν νὰ τελέσωσι τὸν γάμον των.	[211, 1791, 396, 1874]
center-main-column	[590, 716, 920, 2221]
columbus-subtitle: Οὔτε τὴν Ἀμερικὴν ἀνεκάλυψεν οὔτε κατήγετο ἀπὸ τὴν Γένουαν	[614, 1464, 896, 1499]
respondent-name: ΠΑΥΛΟΣ ΧΡΙΣΤΟΔΟΥΛΙΔΗΣ, καφεπώλης, Σιντική.	[1307, 405, 1478, 446]
answer-line: 3. Τὸ ἁπλῆ ἀναλογικὴ.	[1318, 723, 1452, 737]
wedding-item: Ὁ ΒΑΣΙΛΕΙΟΣ ΣΙΔΕΡΑΣ τοῦ Ἀναστασίου καὶ τῆς Μαρίας, γεννηθεὶς εἰς Γιαννιτσὰ καὶ ἡ ΑΝΑΣΤΑΣΙΑ ΚΑΡΑΝΤΙΝΙΔΟΥ, μέλλουν νὰ τελέσωσι τὸν γάμον των.	[211, 1625, 396, 1708]
bank-text: ΑΘΗΝΑΙ, 11. — Δι᾽ ἀποφάσεως τοῦ ἁρμοδίου Ὑπουργείου ἐνεκρίθη ἡ χρηματοδότησις τῆς ἐταιρείας «Λιπτόλ» διὰ ποσοῦ 100.000.000 δραχμῶν πρὸς ἐπέκτασιν τῶν ἐγκαταστάσεων.	[404, 1726, 582, 1837]
center-left-column	[404, 716, 582, 2505]
interview-subtitle: Αἱ ἀπαντήσεις τῶν πολιτῶν εἰς τὰ τεθέντα ἐρωτήματα	[1145, 164, 1453, 247]
saud-headline: Ο ΙΜΠΝ ΣΑΟΥΝΤ ΕΠΙΤΙΜΟΣ ΔΗΜΟΤΗΣ ΚΑΜΕΝΩΝ ΒΟΥΡΛΩΝ	[929, 418, 1111, 460]
breakup-text: Ὁ κ. Ὀδυσσεὺς Καζβαδᾶς διαλύει τὸν ἀρραβῶνα του μετὰ τῆς δεσποινίδος δι᾽ ἀσυμφωνίαν χαρακτήρων.	[6, 387, 201, 443]
news-column	[929, 9, 1111, 2227]
italy-text: ΒΕΛΙΓΡΑΔΙΟΝ, 11. — Ἀφίχθη ἐνταῦθα ὁ Ἰταλὸς πρωθυπουργὸς κ. Ἄλντο Μόρο εἰς ἐπίσημον ἐπίσκεψιν, γενόμενος δεκτὸς ὑπὸ τοῦ Προέδρου Τίτο.	[929, 927, 1112, 1010]
question: 2ον. — Ποῖα μέτρα ἐπιβάλλονται διὰ νὰ διεξαχθοῦν ἀμερόληπτοι ἐκλογαί;	[1120, 479, 1293, 534]
wedding-item: Ὁ ΑΛΕΞΑΝΔΡΟΣ ΧΑΣΑΠΗΣ τοῦ Χρήστου καὶ τῆς Σοφίας, γεννηθεὶς εἰς Ἀθήνας καὶ ἡ ΜΑΡΙΑ ΠΑΡΑΣΚΕΥΟΠΟΥΛΟΥ, μέλλουν νὰ τελέσωσι τὸν γάμον των εἰς Θεσσαλονίκην.	[211, 2123, 396, 2206]
italy-headline: Ο ΠΡΩΘΥΠΟΥΡΓΟΣ ΤΗΣ ΙΤΑΛΙΑΣ ΕΙΣ ΓΙΟΥΓΚΟΣΛΑΒΙΑΝ	[941, 880, 1099, 922]
wedding-item: Ὁ ΝΙΚΟΛΑΟΣ ΓΡΑΜΜΑΤΙΚΟΣ τοῦ Δημητρίου καὶ τῆς Ἀνδρομάχης, γεννηθεὶς εἰς Θεσσαλονίκην καὶ ἡ ΒΑΣΙΛΙΚΗ ΠΑΣΧΑΛΙΔΟΥ τοῦ Ἰωάννου, μέλλουν νὰ τελέσωσι τὸν γάμον των.	[211, 365, 396, 462]
social-column	[6, 9, 200, 2227]
respondent-name: ΚΩΝ. ΠΑΠΑΔΟΠΟΥΛΟΣ, συνταξιοῦχος, Προξένου Κορομηλᾶ 17.	[1120, 1060, 1293, 1101]
gifts-text: Ἡ οἰκογένεια Δαμιανοῦ Χατζηγεωργίου κατέθεσε δρ. 200 εἰς τὸ ταμεῖον τοῦ φιλανθρωπικοῦ Σωματείου.	[6, 469, 201, 525]
divider	[929, 555, 1111, 556]
respondent-name: ΑΛΕΞΑΝΔΡΟΣ ΝΕΟΦΥΤΙΔΗΣ, ἐκπαιδευτικός, Καλαμαριά.	[1307, 618, 1478, 674]
wedding-item: Ὁ ΝΙΚΑΙΑ ΗΛΙΑΔΗΣ τοῦ Γρηγορίου καὶ τῆς Σοφίας, γεννηθεὶς εἰς Λάρισαν καὶ ἡ ΧΡΙΣΤΙΝΑ ΤΣΑΜΠΟΥΛΑΟΥ, μέλλουν νὰ τελέσωσι τὸν γάμον των εἰς Θεσσαλονίκην.	[211, 559, 396, 642]
scientists-headline: ΟΙ ΕΝ ΝΕΑ ΥΟΡΚΗ ΕΛΛΗΝΕΣ ΕΠΙΣΤΗΜΟΝΕΣ	[937, 1590, 1104, 1618]
classrooms-text: ΑΘΗΝΑΙ, 11. — Ὁ Ὑπουργὸς Παιδείας κ. Ἀλλαμανῆς, ἐρωτηθεὶς διὰ ποίους λόγους δὲν ἀνεγείρονται διδακτήρια, ἀπήντησεν ὅτι ἐντὸς τοῦ 1966 θὰ θεμελιωθοῦν χιλιάδες αἴθουσαι διδασκαλίας εἰς ὁλόκληρον τὴν χώραν.	[929, 105, 1111, 216]
crime-headline: ΔΕΝ ΔΙΕΠΡΑΧΘΗ ΔΙΑ ΠΟΛΙΤΙΚΟΥΣ ΛΟΓΟΥΣ Ο ΦΟΝΟΣ ΧΩΡΙΚΟΥ ΕΙΣ ΤΗΝ ΚΡΗΤΗΝ	[406, 989, 579, 1045]
divider	[404, 1181, 581, 1182]
divider	[404, 981, 581, 982]
divider	[590, 1337, 920, 1339]
elevator-headline: ΥΠΕΡΗΛΙΞ ΕΦΟΝΕΥΘΗ ΠΕΣΩΝ ΕΙΣ ΦΡΕΑΤΟΝ ΤΟΥ ΑΝΕΛΚΥΣΤΗΡΟΣ	[405, 1334, 580, 1376]
congrats-heading: Συγχαρητήρια	[6, 256, 200, 274]
wedding-item: Ὁ ΟΔΥΣΣΕΥΣ ΒΑΛΑΒΑΝΗΣ τοῦ Ἀθανασίου καὶ τῆς Παναγιώτας, ὁ γένος Δαμιρδάκη, γεννηθεὶς εἰς Θεσσαλονίκην καὶ ἡ ΑΙΚΑΤΕΡΙΝΗ ΤΑΠΟΥ τοῦ Χρήστου καὶ τῆς Ἑλένης, μέλλουν νὰ τελέσωσι τὸν γάμον των.	[211, 115, 396, 240]
interview-kicker: ΜΕΤΑ ΤΟΝ ΒΑΣΙΛΕΑ ΚΑΙ ΤΟΥΣ ΑΡΧΗΓΟΥΣ	[1120, 46, 1478, 64]
electric-headline: ΝΕΑΡΟΣ ΕΦΟΝΕΥΘΗ ΕΚ ΗΛΕΚΤΡΟΠΛΗΞΙΑΣ	[414, 2272, 571, 2300]
question: 4ον. — Πῶς θὰ ἀποκλεισθῇ ἡ ἐπανάληψις τοιούτων κρίσεων εἰς τὸ μέλλον;	[1120, 575, 1292, 631]
social-header: ΚΟΙΝΩΝΙΚΑ	[6, 9, 200, 44]
divider	[404, 1326, 581, 1327]
funeral5-name: ΔΙΑΜΑΝΤΗΝ ΑΛΕΞΑΝΔΡΗΝ	[13, 1292, 193, 1306]
wedding-item: Ὁ ΔΗΜΗΤΡΙΟΣ ΓΕΩΡΓΑΚΑΣ τοῦ Ἀντωνίου καὶ τῆς Ἀγγελικῆς, γεννηθεὶς εἰς Κατερίνην καὶ ἡ ΔΕΣΠΟΙΝΑ ΤΖΑΓΚΑΡΑΚΗ, μέλλουν νὰ τελέσωσι τὸν γάμον των.	[211, 1445, 396, 1528]
funeral5-text: Ἡ κηδεία θὰ γίνη αὔριον ὥραν 4 μ.μ. Ἡ θλιμμένη οἰκογένεια. Ἡ θεῖα Ζαχαρούλα καὶ τὰ ἀνίψια.	[6, 1311, 200, 1353]
diplomas-headline: ΕΠΙΔΟΣΙΣ ΔΙΔΑΚΤΗΡΙΩΝ ΔΙΠΛΩΜΑΤΩΝ	[940, 1342, 1101, 1370]
column-divider	[584, 716, 585, 2217]
memorial-header: ΜΝΗΜΟΣΥΝΑ	[6, 655, 200, 688]
column-divider	[1116, 9, 1117, 2217]
wedding-item: Ὁ ΣΤΡΑΤΟΣ ΧΡΗΣΤΟΣ τοῦ Προδρόμου καὶ τῆς Ὠραίας, γεννηθεὶς εἰς Καβάλαν καὶ ἡ ΔΗΜΗΤΡΑ ΚΑΛΑΪΤΖΗ, κάτοικοι Θεσσαλονίκης.	[211, 1715, 396, 1784]
workers-headline: ΕΡΓΑΤΗΣ ΕΙΣΔΥΣΕΝ ΕΙΣ ΥΠΝΟΔΩΜΑΤΙΟΝ ΚΑΙ ΗΡΧΙΣΕ ΘΩΠΕΥΩΝ ΤΗΝ ΚΟΙΜΩΜΕΝΗΝ	[415, 726, 570, 781]
columbus-text: ΜΠΟΥΕΝΟΣ ΑΫΡΕΣ, 11. — Ὁ Ἱσπανὸς ἱστορικὸς κ. Ραφαὴλ Πινέντα ὑποστηρίζει ὅτι ὁ Χριστόφορος Κολόμβος οὔτε τὴν Ἀμερικὴν ἀνεκάλυψε πρῶτος, οὔτε κατήγετο ἀπὸ τὴν Γένουαν. Κατὰ τὸν ἱστορικόν, οἱ ναυτικοὶ τῆς Ἰβηρικῆς ἐγνώριζον ἤδη τὰς ἀκτὰς τῆς νέας ἠπείρου.	[590, 1505, 920, 1588]
fashion-caption-box	[404, 646, 920, 711]
funeral2-text: Ἡ κηδεία θὰ γίνη αὔριον ὥραν 4 μ.μ. ἐκ τοῦ ἱεροῦ Ναοῦ τοῦ Ἁγίου Παύλου. Ἡ σύζυγος, τὰ τέκνα, οἱ ἀδελφοί.	[6, 1066, 200, 1122]
drown-headline: ΝΕΑΝΙΣ ΕΠΝΙΓΗ ΕΙΣ ΠΟΤΑΜΟΝ ΕΝ ΗΝΤΛΕΙ ΥΔΩΡ	[418, 1189, 567, 1231]
answer-line: 3. Τὸ ἁπλῆ ἀναλογικὴ.	[1131, 797, 1265, 811]
respondent-name: ΑΛΕΞΑΝΔΡΟΣ ΓΕΩΡΓΙΑΔΗΣ, σπουδαστής, Ναυαρίνου 158 Θεσσαλονίκη.	[1307, 922, 1478, 978]
funeral4-name: ΒΑΡΒΑΡΑ Γ. ΤΣΕΒΖΑΚΗ	[24, 1211, 182, 1225]
wedding-item: Ὁ ΕΥΣΤΡΑΤΙΟΣ ΣΑΡΟΠΟΥΛΟΣ τοῦ Ἰωάννου καὶ τῆς Ἑλένης, γεννηθεὶς εἰς Βέροιαν καὶ ἡ ΑΝΑΣΤΑΣΙΑ ΧΑΤΖΗΔΗΜΗΤΡΙΟΥ, κάτοικοι Θεσσαλονίκης.	[211, 1535, 396, 1618]
divider	[404, 1843, 581, 1844]
saud-text: ΛΑΜΙΑ, 11. — Ὁ τέως βασιλεὺς τῆς Σαουδικῆς Ἀραβίας Σαοὺντ ἀνεκηρύχθη ἐπίτιμος δημότης Καμένων Βούρλων, ὅπου διαμένει ἀπὸ μηνῶν.	[929, 465, 1111, 548]
bank-headline: Η ΕΘΝΙΚΗ ΤΡΑΠΕΖΑ ΧΡΗΜΑΤΟΔΟΤΕΙ ΤΗΝ «ΛΙΠΤΟΛ»	[421, 1679, 564, 1721]
page-label	[1120, 9, 1478, 39]
pope-headline: Ο ΠΟΝΤΙΦΗΞ ΕΠΙΜΕΝΕΙ ΟΤΙ ΟΙ ΚΛΗΡΙΚΟΙ ΠΡΕΠΕΙ ΝΑ ΠΑΡΑΜΕΝΟΥΝ ΑΓΑΜΟΙ ΑΛΛΑ ΔΕΧΕΤΑΙ ΣΥΖΗΤΗΣΙΝ ΤΟΥ ΘΕΜΑΤΟΣ	[596, 1666, 914, 1716]
fao-headline: ΕΜΠΡΕΟΡΜΗΣΙΣ ΤΟΥ ΦΑΟ ΑΦΙΞΗ ΤΩΝ ΣΦΑΓΕΙΩΝ	[932, 1459, 1108, 1487]
classrooms-subheadline: ΠΩΣ ΔΙΑΒΕΒΑΙΟΙ Ο ΥΠΟΥΡΓΟΣ ΠΑΙΔΕΙΑΣ	[934, 73, 1107, 99]
gifts-heading: Δωρεαί	[6, 449, 200, 467]
divider	[590, 1254, 920, 1255]
divider	[404, 2264, 581, 2265]
interview-body	[1120, 405, 1478, 1210]
answer-line: 4. Ἐφαρμογὴ τοῦ Συντάγματος.	[1120, 815, 1293, 842]
respondent-name: ΧΑΡΑΛΑΜΠΟΣ ΔΟΛΑΣΙΔΗΣ, ἔμπορος, Πολυγῦρος.	[1307, 877, 1478, 918]
respondent-name: ΛΑΖΑΡΟΣ ΚΑΡΑΝΑΣΙΟΣ, φοιτητής, Γαλλικοῦ 18.	[1307, 800, 1478, 841]
columbus-title: Ἱσπανὸς ἱστορικὸς διαλύει τὸν θρῦλον τοῦ Κολόμβου	[614, 1368, 896, 1458]
